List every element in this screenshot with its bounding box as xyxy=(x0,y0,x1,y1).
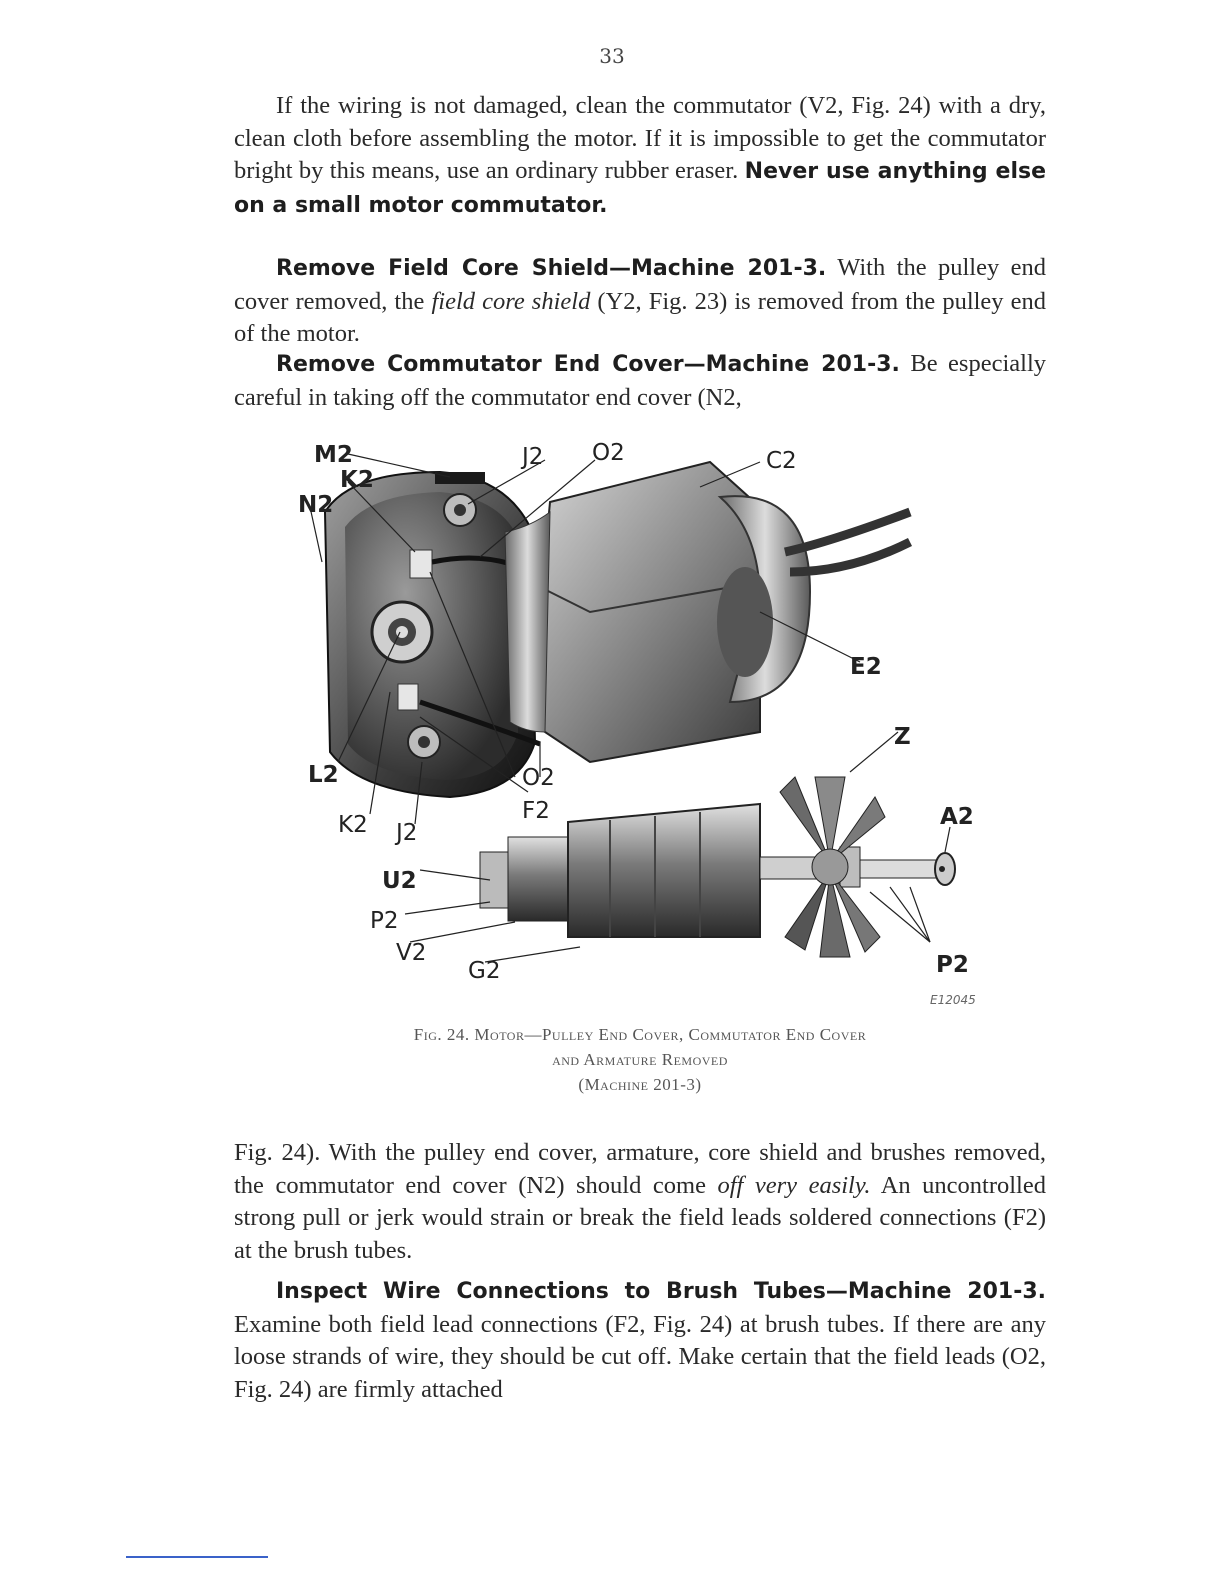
label-a2: A2 xyxy=(940,804,974,830)
page-number: 33 xyxy=(599,44,625,68)
label-f2: F2 xyxy=(522,798,550,824)
armature xyxy=(480,804,955,937)
caption-line-3: (Machine 201-3) xyxy=(578,1075,702,1094)
paragraph-cover-removal xyxy=(234,1137,1046,1267)
italic-phrase: off very easily. xyxy=(717,1171,871,1199)
label-j2-bottom: J2 xyxy=(396,820,418,846)
label-o2-middle: O2 xyxy=(522,765,555,791)
caption-line-2: and Armature Removed xyxy=(552,1050,728,1069)
paragraph-text: Examine both field lead connections (F2, Fig. 24) at brush tubes. If there are any loose strands of wire, they should be cut off. Make certain that the field leads (O2, Fig. 24) are firmly attached xyxy=(234,1310,1046,1403)
caption-line-1: Fig. 24. Motor—Pulley End Cover, Commutator End Cover xyxy=(413,1025,867,1044)
footnote-rule xyxy=(126,1556,268,1558)
label-n2: N2 xyxy=(298,492,334,518)
paragraph-text: If the wiring is not damaged, clean the commutator (V2, Fig. 24) with a dry, clean cloth before assembling the motor. If it is impossible to get the commutator bright by this means, use an ordinary rubber eraser. xyxy=(234,92,1046,185)
label-l2: L2 xyxy=(308,762,339,788)
section-heading: Remove Commutator End Cover—Machine 201-3. xyxy=(276,352,900,377)
label-k2-top: K2 xyxy=(340,467,374,493)
paragraph-commutator-end-cover xyxy=(234,348,1046,414)
paragraph-text: Fig. 24). With the pulley end cover, armature, core shield and brushes removed, the commutator end cover (N2) should come xyxy=(234,1139,1046,1199)
italic-term: field core shield xyxy=(431,287,591,315)
paragraph-text: With the pulley end cover removed, the xyxy=(234,254,1046,315)
motor-figure xyxy=(290,432,990,1012)
label-j2-top: J2 xyxy=(522,444,544,470)
figure-caption xyxy=(234,1022,1046,1097)
label-o2-top: O2 xyxy=(592,440,625,466)
label-p2-right: P2 xyxy=(936,952,969,978)
section-heading: Remove Field Core Shield—Machine 201-3. xyxy=(276,256,827,281)
label-g2: G2 xyxy=(468,958,501,984)
figure-code: E12045 xyxy=(930,993,976,1007)
label-k2-bottom: K2 xyxy=(338,812,368,838)
label-p2-left: P2 xyxy=(370,908,399,934)
label-u2: U2 xyxy=(382,868,417,894)
section-heading: Inspect Wire Connections to Brush Tubes—Machine 201-3. xyxy=(276,1279,1046,1304)
paragraph-text: (Y2, Fig. 23) is removed from the pulley end of the motor. xyxy=(234,287,1047,348)
label-m2: M2 xyxy=(314,442,353,468)
paragraph-inspect-connections xyxy=(234,1275,1046,1406)
paragraph-commutator-cleaning xyxy=(234,90,1046,222)
label-e2: E2 xyxy=(850,654,882,680)
label-z: Z xyxy=(894,724,911,750)
motor-illustration xyxy=(290,432,990,1012)
paragraph-text: Be especially careful in taking off the commutator end cover (N2, xyxy=(234,350,1046,411)
paragraph-field-core-shield xyxy=(234,252,1046,351)
warning-text: Never use anything else on a small motor commutator. xyxy=(234,159,1047,218)
label-v2: V2 xyxy=(396,940,427,966)
paragraph-text: An uncontrolled strong pull or jerk would strain or break the field leads soldered connections (F2) at the brush tubes. xyxy=(234,1171,1046,1264)
label-c2: C2 xyxy=(766,448,797,474)
